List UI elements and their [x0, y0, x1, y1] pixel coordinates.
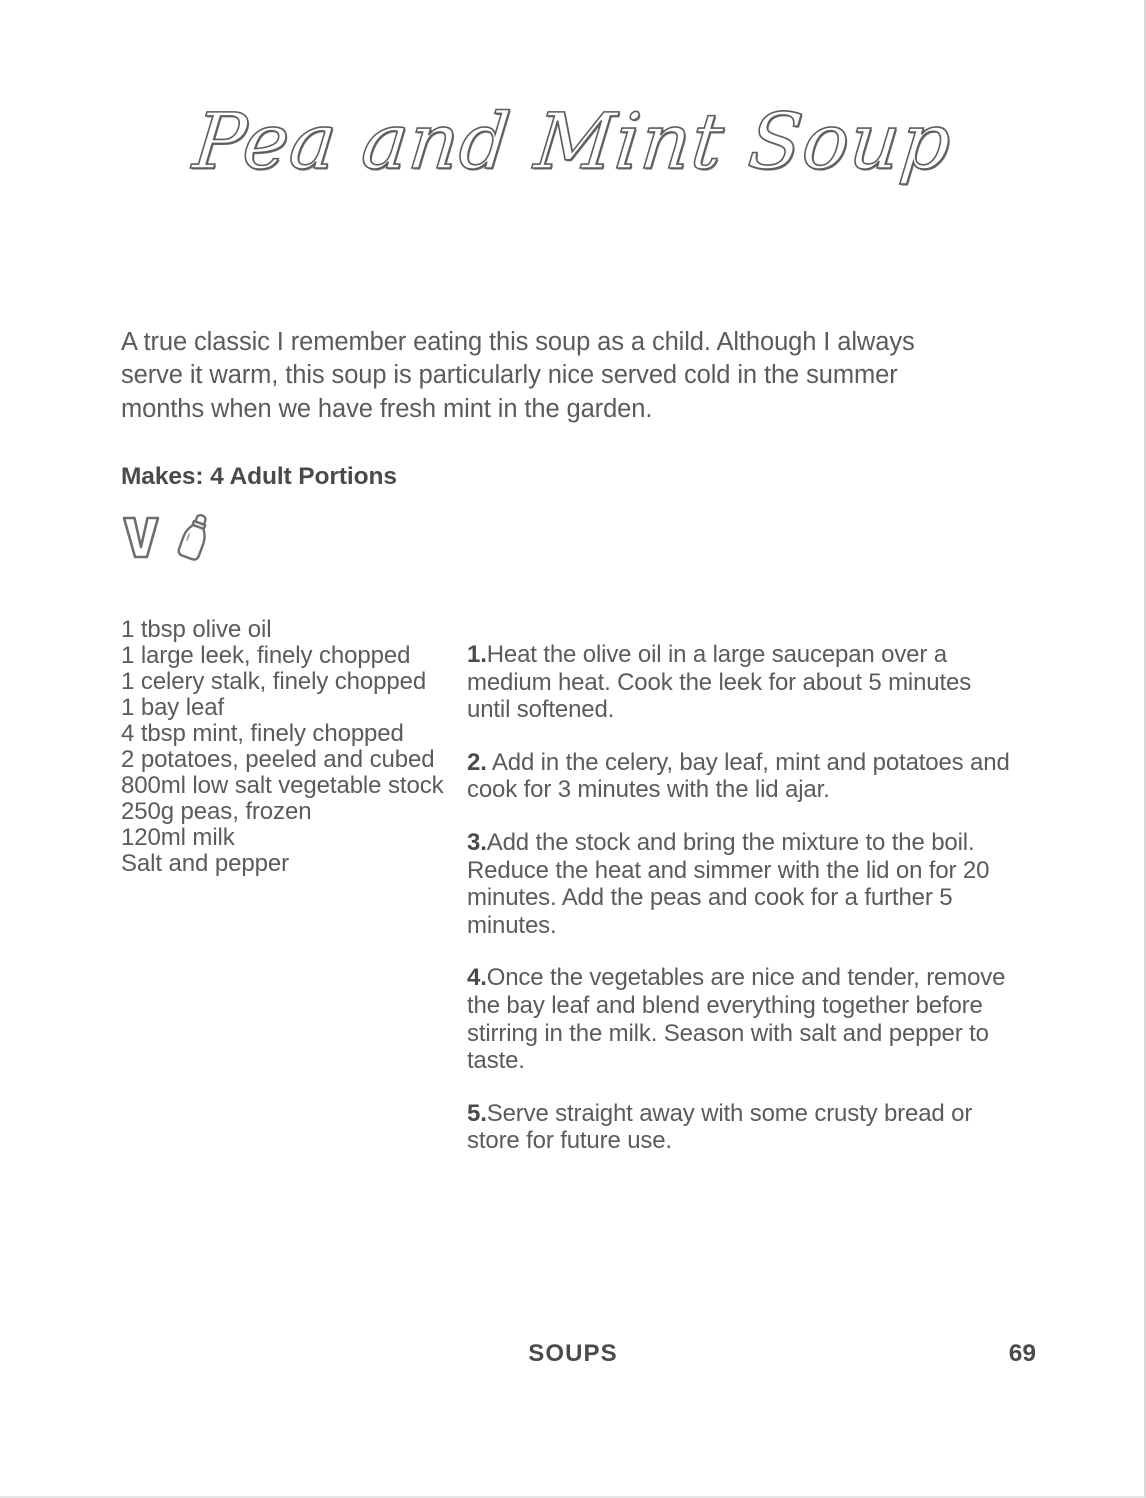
list-item: 1 tbsp olive oil [121, 616, 272, 643]
list-item: 800ml low salt vegetable stock [121, 772, 444, 800]
list-item: 250g peas, frozen [121, 798, 312, 826]
method-step-text: Heat the olive oil in a large saucepan over a medium heat. Cook the leek for about 5 minutes until softened. [467, 641, 972, 724]
method-step-number: 3. [467, 828, 487, 856]
list-item: Salt and pepper [121, 850, 289, 878]
page-content [121, 0, 1036, 1498]
method-step [467, 749, 1017, 804]
method-step-number: 1. [467, 641, 487, 668]
method-step-text: Once the vegetables are nice and tender, remove the bay leaf and blend everything together before stirring in the milk. Season with salt and pepper to taste. [467, 964, 1006, 1075]
page-title-container [0, 98, 1146, 187]
ingredients-list [121, 617, 467, 877]
list-item: 1 celery stalk, finely chopped [121, 668, 427, 696]
method-step-number: 5. [467, 1099, 487, 1127]
recipe-intro-paragraph: A true classic I remember eating this soup as a child. Although I always serve it warm, this soup is particularly nice served cold in the summer months when we have fresh mint in the garden. [121, 327, 915, 423]
method-step-text: Add in the celery, bay leaf, mint and potatoes and cook for 3 minutes with the lid ajar. [467, 748, 1010, 804]
list-item: 1 large leek, finely chopped [121, 642, 411, 670]
page-title: Pea and Mint Soup [189, 98, 957, 187]
method-step [467, 964, 1017, 1074]
list-item: 1 bay leaf [121, 694, 225, 722]
method-step-text: Add the stock and bring the mixture to the boil. Reduce the heat and simmer with the lid on for 20 minutes. Add the peas and cook for a further 5 minutes. [467, 828, 990, 939]
recipe-columns [121, 617, 1017, 1155]
method-step-number: 2. [467, 748, 487, 776]
method-step [467, 1100, 1017, 1155]
list-item: 4 tbsp mint, finely chopped [121, 720, 404, 748]
diet-icon-row [121, 512, 215, 567]
page-footer [0, 1340, 1146, 1380]
list-item: 2 potatoes, peeled and cubed [121, 746, 435, 774]
footer-page-number: 69 [1008, 1340, 1036, 1367]
method-step-number: 4. [467, 964, 487, 992]
list-item: 120ml milk [121, 824, 235, 852]
baby-bottle-icon [173, 512, 215, 567]
vegetarian-v-icon [121, 513, 161, 566]
method-step [467, 641, 1017, 724]
footer-section-label: SOUPS [528, 1340, 618, 1367]
method-steps [467, 617, 1017, 1155]
method-step [467, 829, 1017, 939]
makes-portions-label: Makes: 4 Adult Portions [121, 463, 397, 490]
method-step-text: Serve straight away with some crusty bread or store for future use. [467, 1099, 973, 1155]
